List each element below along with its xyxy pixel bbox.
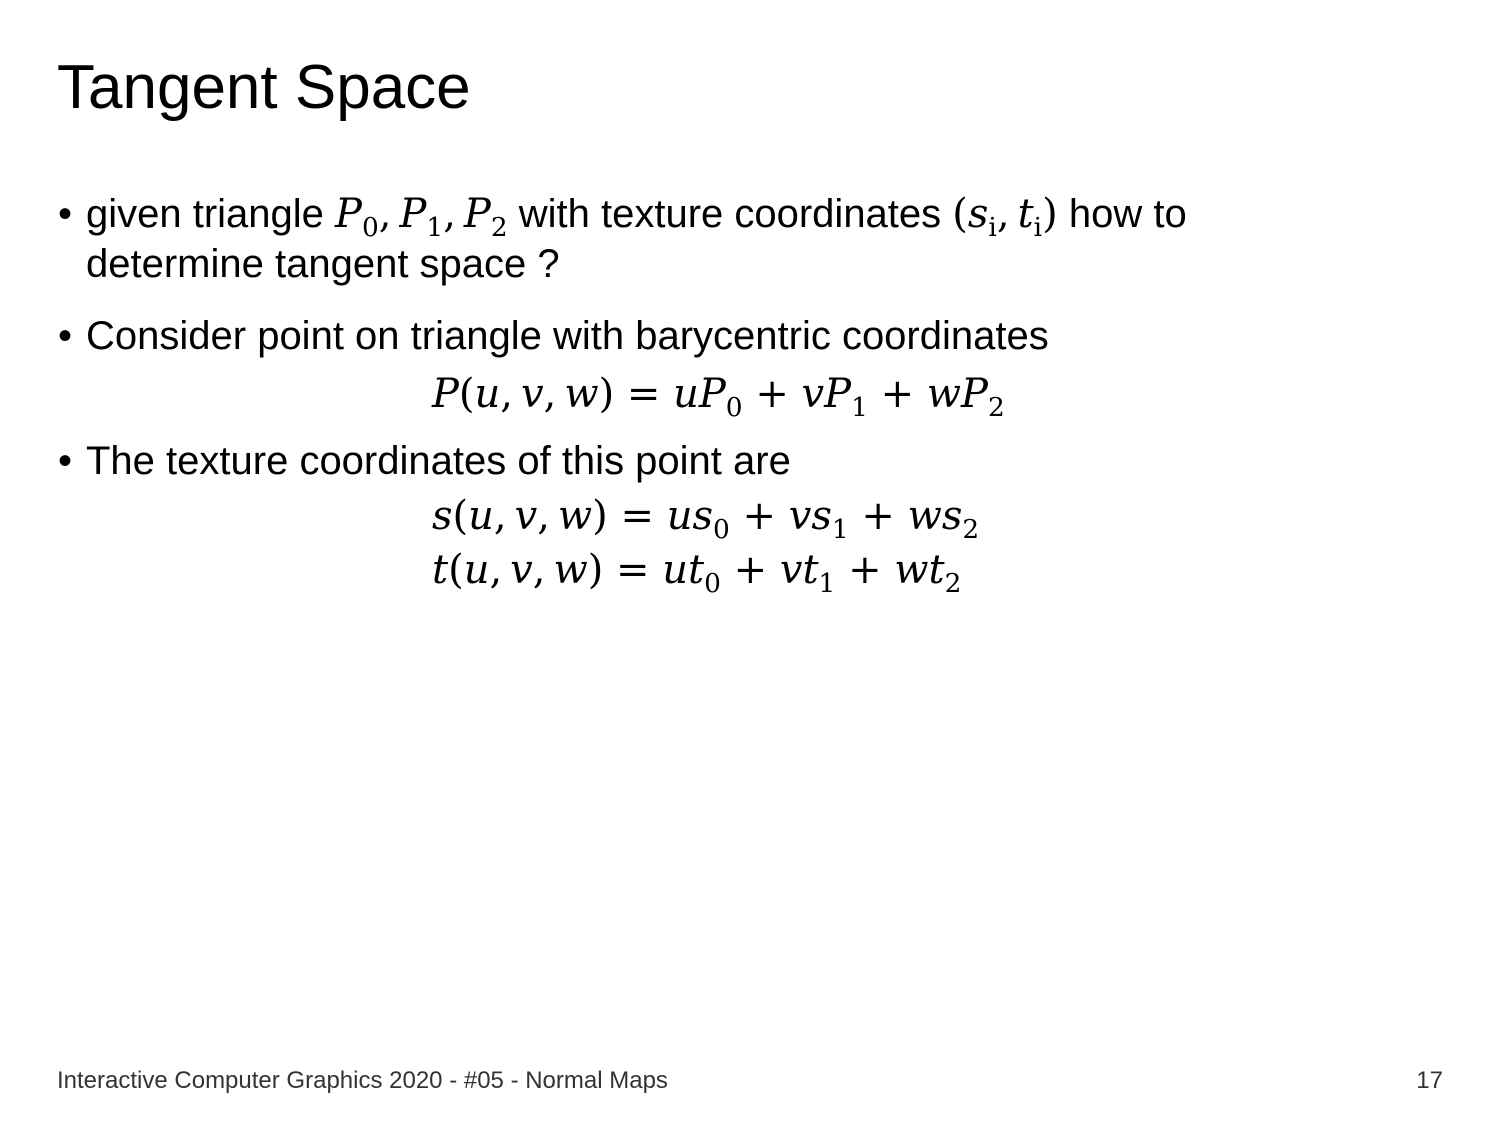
math-coords: ($s_i$, $t_i$) [952, 191, 1058, 244]
bullet-1-text-end: how to [1057, 192, 1187, 236]
equation-t: t(u, v, $w) = ut_0 + vt_1 + wt_2$ [432, 547, 962, 600]
bullet-1-line-2: determine tangent space ? [86, 242, 560, 286]
bullet-1-text-mid: with texture coordinates [507, 192, 953, 236]
bullet-3-text: The texture coordinates of this point are [86, 439, 791, 483]
bullet-dot: • [58, 192, 73, 236]
page-number: 17 [1416, 1067, 1443, 1094]
bullet-dot: • [58, 314, 73, 358]
equation-s: s(u, v, $w) = us_0 + vs_1 + ws_2$ [432, 493, 980, 546]
bullet-2 [58, 311, 1049, 361]
slide-footer: Interactive Computer Graphics 2020 - #05 - Normal Maps [57, 1067, 668, 1094]
bullet-3 [58, 436, 791, 486]
bullet-1-text-start: given triangle [86, 192, 336, 236]
bullet-dot: • [58, 439, 73, 483]
bullet-2-text: Consider point on triangle with barycentric coordinates [86, 314, 1049, 358]
equation-point: P(u, v, $w) = uP_0 + vP_1 + wP_2$ [432, 371, 1005, 424]
bullet-1 [58, 189, 1187, 289]
slide-title: Tangent Space [57, 53, 471, 122]
bullet-1-line-1 [58, 189, 1187, 244]
math-points: $P_0$, $P_1$, $P_2$ [335, 191, 508, 244]
